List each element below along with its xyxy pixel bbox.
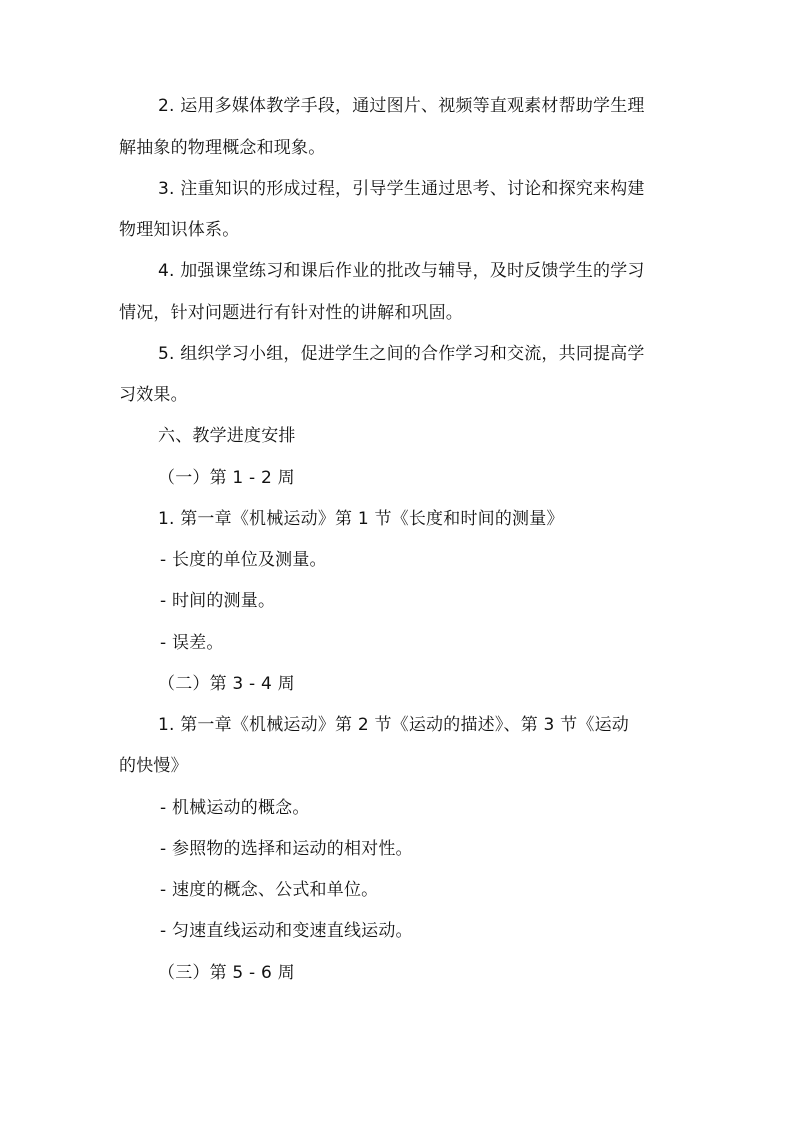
chapter-item-2-line-1: 1. 第一章《机械运动》第 2 节《运动的描述》、第 3 节《运动 bbox=[158, 715, 629, 735]
paragraph-3-line-1: 3. 注重知识的形成过程，引导学生通过思考、讨论和探究来构建 bbox=[158, 179, 645, 199]
list-item: - 时间的测量。 bbox=[160, 591, 276, 611]
paragraph-5-line-2: 习效果。 bbox=[119, 385, 188, 405]
paragraph-4-line-2: 情况，针对问题进行有针对性的讲解和巩固。 bbox=[119, 303, 463, 323]
chapter-item-1: 1. 第一章《机械运动》第 1 节《长度和时间的测量》 bbox=[158, 509, 564, 529]
list-item: - 匀速直线运动和变速直线运动。 bbox=[160, 921, 413, 941]
week-heading-2: （二）第 3 - 4 周 bbox=[158, 674, 295, 694]
week-heading-3: （三）第 5 - 6 周 bbox=[158, 963, 295, 983]
paragraph-2-line-1: 2. 运用多媒体教学手段，通过图片、视频等直观素材帮助学生理 bbox=[158, 96, 645, 116]
chapter-item-2-line-2: 的快慢》 bbox=[119, 756, 188, 776]
paragraph-2-line-2: 解抽象的物理概念和现象。 bbox=[119, 138, 326, 158]
paragraph-5-line-1: 5. 组织学习小组，促进学生之间的合作学习和交流，共同提高学 bbox=[158, 344, 645, 364]
list-item: - 速度的概念、公式和单位。 bbox=[160, 880, 379, 900]
paragraph-3-line-2: 物理知识体系。 bbox=[119, 220, 240, 240]
list-item: - 机械运动的概念。 bbox=[160, 798, 310, 818]
list-item: - 长度的单位及测量。 bbox=[160, 550, 327, 570]
list-item: - 误差。 bbox=[160, 633, 224, 653]
paragraph-4-line-1: 4. 加强课堂练习和课后作业的批改与辅导，及时反馈学生的学习 bbox=[158, 261, 645, 281]
list-item: - 参照物的选择和运动的相对性。 bbox=[160, 839, 413, 859]
week-heading-1: （一）第 1 - 2 周 bbox=[158, 468, 295, 488]
section-heading: 六、教学进度安排 bbox=[158, 426, 296, 446]
